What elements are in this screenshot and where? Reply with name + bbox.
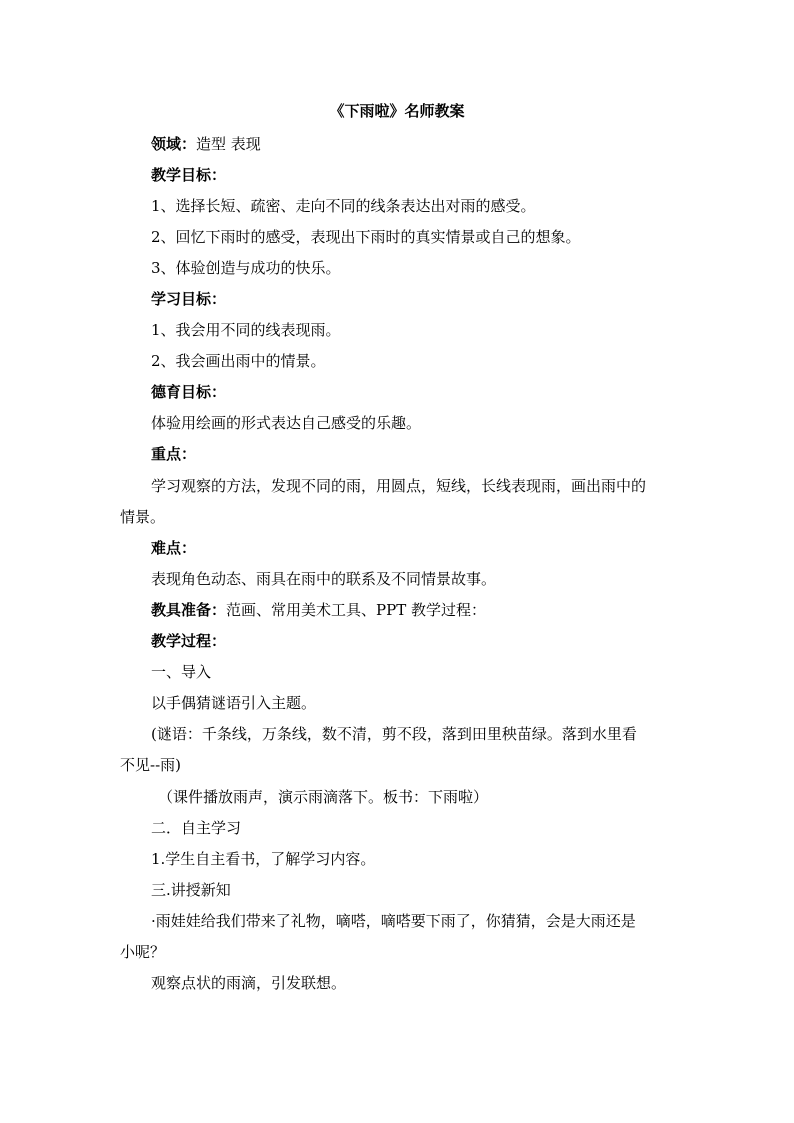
learning-goal-item: 1、我会用不同的线表现雨。 — [151, 321, 341, 339]
key-points-text-continued: 情景。 — [120, 508, 166, 526]
materials-value: 范画、常用美术工具、PPT 教学过程： — [226, 601, 486, 619]
riddle-text-continued: 不见--雨) — [120, 756, 181, 774]
moral-goals-heading: 德育目标： — [151, 383, 227, 401]
key-points-text: 学习观察的方法，发现不同的雨，用圆点，短线，长线表现雨，画出雨中的 — [151, 477, 647, 495]
difficulties-text: 表现角色动态、雨具在雨中的联系及不同情景故事。 — [151, 570, 497, 588]
teaching-goal-item: 1、选择长短、疏密、走向不同的线条表达出对雨的感受。 — [151, 197, 536, 215]
observe-text: 观察点状的雨滴，引发联想。 — [151, 974, 347, 992]
step1-heading: 一、导入 — [151, 663, 212, 681]
process-heading: 教学过程： — [151, 632, 227, 650]
key-points-heading: 重点： — [151, 445, 197, 463]
teaching-goal-item: 3、体验创造与成功的快乐。 — [151, 259, 341, 277]
teaching-goals-heading: 教学目标： — [151, 166, 227, 184]
step1-text: 以手偶猜谜语引入主题。 — [151, 694, 317, 712]
bullet-text: ·雨娃娃给我们带来了礼物，嘀嗒，嘀嗒要下雨了，你猜猜，会是大雨还是 — [151, 912, 636, 930]
courseware-text: （课件播放雨声，演示雨滴落下。板书：下雨啦） — [158, 788, 489, 806]
learning-goal-item: 2、我会画出雨中的情景。 — [151, 352, 326, 370]
bullet-text-continued: 小呢？ — [120, 943, 166, 961]
domain-value: 造型 表现 — [196, 135, 261, 153]
materials-label: 教具准备： — [151, 601, 227, 619]
moral-goals-text: 体验用绘画的形式表达自己感受的乐趣。 — [151, 414, 422, 432]
riddle-text: (谜语：千条线，万条线，数不清，剪不段，落到田里秧苗绿。落到水里看 — [151, 725, 637, 743]
step2-text: 1.学生自主看书，了解学习内容。 — [151, 850, 376, 868]
teaching-goal-item: 2、回忆下雨时的感受，表现出下雨时的真实情景或自己的想象。 — [151, 228, 581, 246]
step3-heading: 三.讲授新知 — [151, 881, 231, 899]
difficulties-heading: 难点： — [151, 539, 197, 557]
step2-heading: 二．自主学习 — [151, 819, 242, 837]
domain-line — [151, 133, 261, 155]
domain-label: 领域： — [151, 135, 197, 153]
learning-goals-heading: 学习目标： — [151, 290, 227, 308]
materials-line — [151, 599, 486, 621]
document-title: 《下雨啦》名师教案 — [329, 102, 465, 120]
